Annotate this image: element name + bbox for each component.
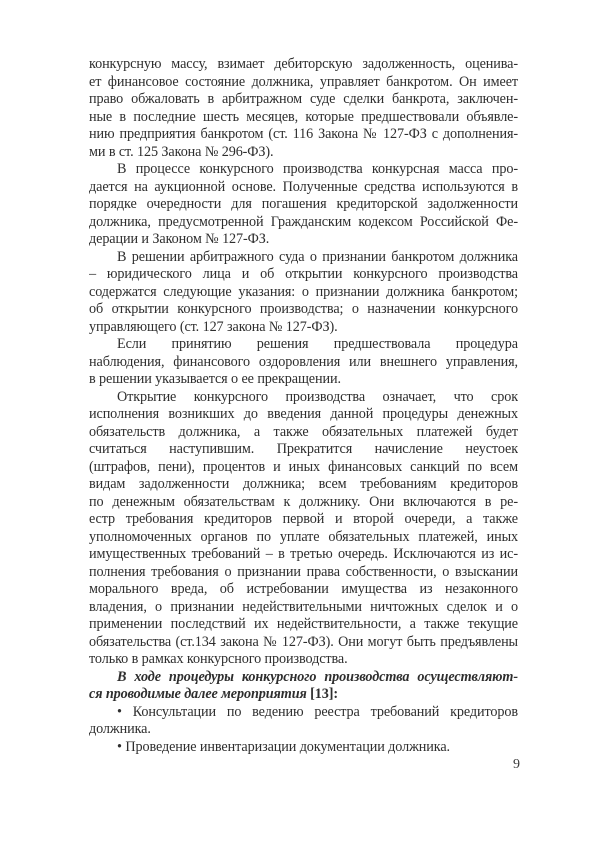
- text-line: В процессе конкурсного производства конкурсная масса про-: [117, 161, 518, 177]
- page-number: 9: [513, 757, 520, 772]
- text-line: наблюдения, финансового оздоровления или внешнего управления,: [89, 353, 518, 370]
- text-line: право обжаловать в арбитражном суде сделки банкрота, заключен-: [89, 91, 518, 107]
- text-line: – юридического лица и об открытии конкурсного производства: [89, 266, 518, 282]
- text-line: дерации и Законом № 127-ФЗ.: [89, 231, 270, 247]
- text-line: • Проведение инвентаризации документации должника.: [117, 738, 450, 755]
- text-line: ные в последние шесть месяцев, которые предшествовали объявле-: [89, 108, 518, 125]
- text-line: исполнения возникших до введения данной процедуры денежных: [89, 406, 518, 422]
- text-line: В ходе процедуры конкурсного производства осуществляют-: [117, 668, 518, 685]
- paragraph-6-emphasis-heading: [89, 669, 518, 704]
- text-line: управляющего (ст. 127 закона № 127-ФЗ).: [89, 318, 338, 335]
- text-line: содержатся следующие указания: о признании должника банкротом;: [89, 283, 518, 300]
- text-line: (штрафов, пени), процентов и иных финансовых санкций по всем: [89, 458, 518, 475]
- text-line: естр требования кредиторов первой и второй очереди, а также: [89, 511, 518, 527]
- text-line: имущественных требований – в третью очередь. Исключаются из ис-: [89, 546, 518, 562]
- text-line: должника, предусмотренной Гражданским кодексом Российской Фе-: [89, 213, 518, 230]
- text-run: ся проводимые далее мероприятия: [89, 686, 311, 702]
- paragraph-1: [89, 56, 518, 161]
- paragraph-2: [89, 161, 518, 249]
- text-run: [13]:: [310, 686, 339, 702]
- text-line: считаться наступившим. Прекратится начисление неустоек: [89, 441, 518, 457]
- text-line: обязательств должника, а также обязательных платежей будет: [89, 423, 518, 440]
- text-line: об открытии конкурсного производства; о назначении конкурсного: [89, 301, 518, 317]
- text-line: нию предприятия банкротом (ст. 116 Закона № 127-ФЗ с дополнения-: [89, 126, 518, 142]
- text-line: • Консультации по ведению реестра требований кредиторов: [117, 703, 518, 720]
- text-line: только в рамках конкурсного производства.: [89, 651, 348, 667]
- text-line: ет финансовое состояние должника, управляет банкротом. Он имеет: [89, 73, 518, 90]
- text-line: в решении указывается о ее прекращении.: [89, 371, 341, 387]
- text-line: [89, 686, 518, 704]
- text-line: по денежным обязательствам к должнику. Они включаются в ре-: [89, 493, 518, 510]
- paragraph-4: [89, 336, 518, 389]
- text-line: морального вреда, об истребовании имущества из незаконного: [89, 581, 518, 597]
- text-line: уполномоченных органов по уплате обязательных платежей, иных: [89, 528, 518, 545]
- text-line: порядке очередности для погашения кредиторской задолженности: [89, 196, 518, 212]
- page-body-text: [89, 56, 518, 756]
- bullet-item-1: [89, 704, 518, 739]
- text-line: конкурсную массу, взимает дебиторскую задолженность, оценива-: [89, 56, 518, 72]
- paragraph-3: [89, 249, 518, 337]
- paragraph-5: [89, 389, 518, 669]
- text-line: Если принятию решения предшествовала процедура: [117, 336, 518, 352]
- bullet-item-2: [89, 739, 518, 757]
- text-line: полнения требования о признании права собственности, о взыскании: [89, 563, 518, 580]
- text-line: владения, о признании недействительными ничтожных сделок и о: [89, 598, 518, 615]
- text-line: дается на аукционной основе. Полученные средства используются в: [89, 178, 518, 195]
- text-line: ми в ст. 125 Закона № 296-ФЗ).: [89, 143, 274, 160]
- text-line: должника.: [89, 721, 151, 737]
- text-line: применении последствий их недействительности, а также текущие: [89, 616, 518, 632]
- text-line: обязательства (ст.134 закона № 127-ФЗ). Они могут быть предъявлены: [89, 633, 518, 650]
- text-line: видам задолженности должника; всем требованиям кредиторов: [89, 476, 518, 492]
- text-line: В решении арбитражного суда о признании банкротом должника: [117, 248, 518, 265]
- text-line: Открытие конкурсного производства означает, что срок: [117, 388, 518, 405]
